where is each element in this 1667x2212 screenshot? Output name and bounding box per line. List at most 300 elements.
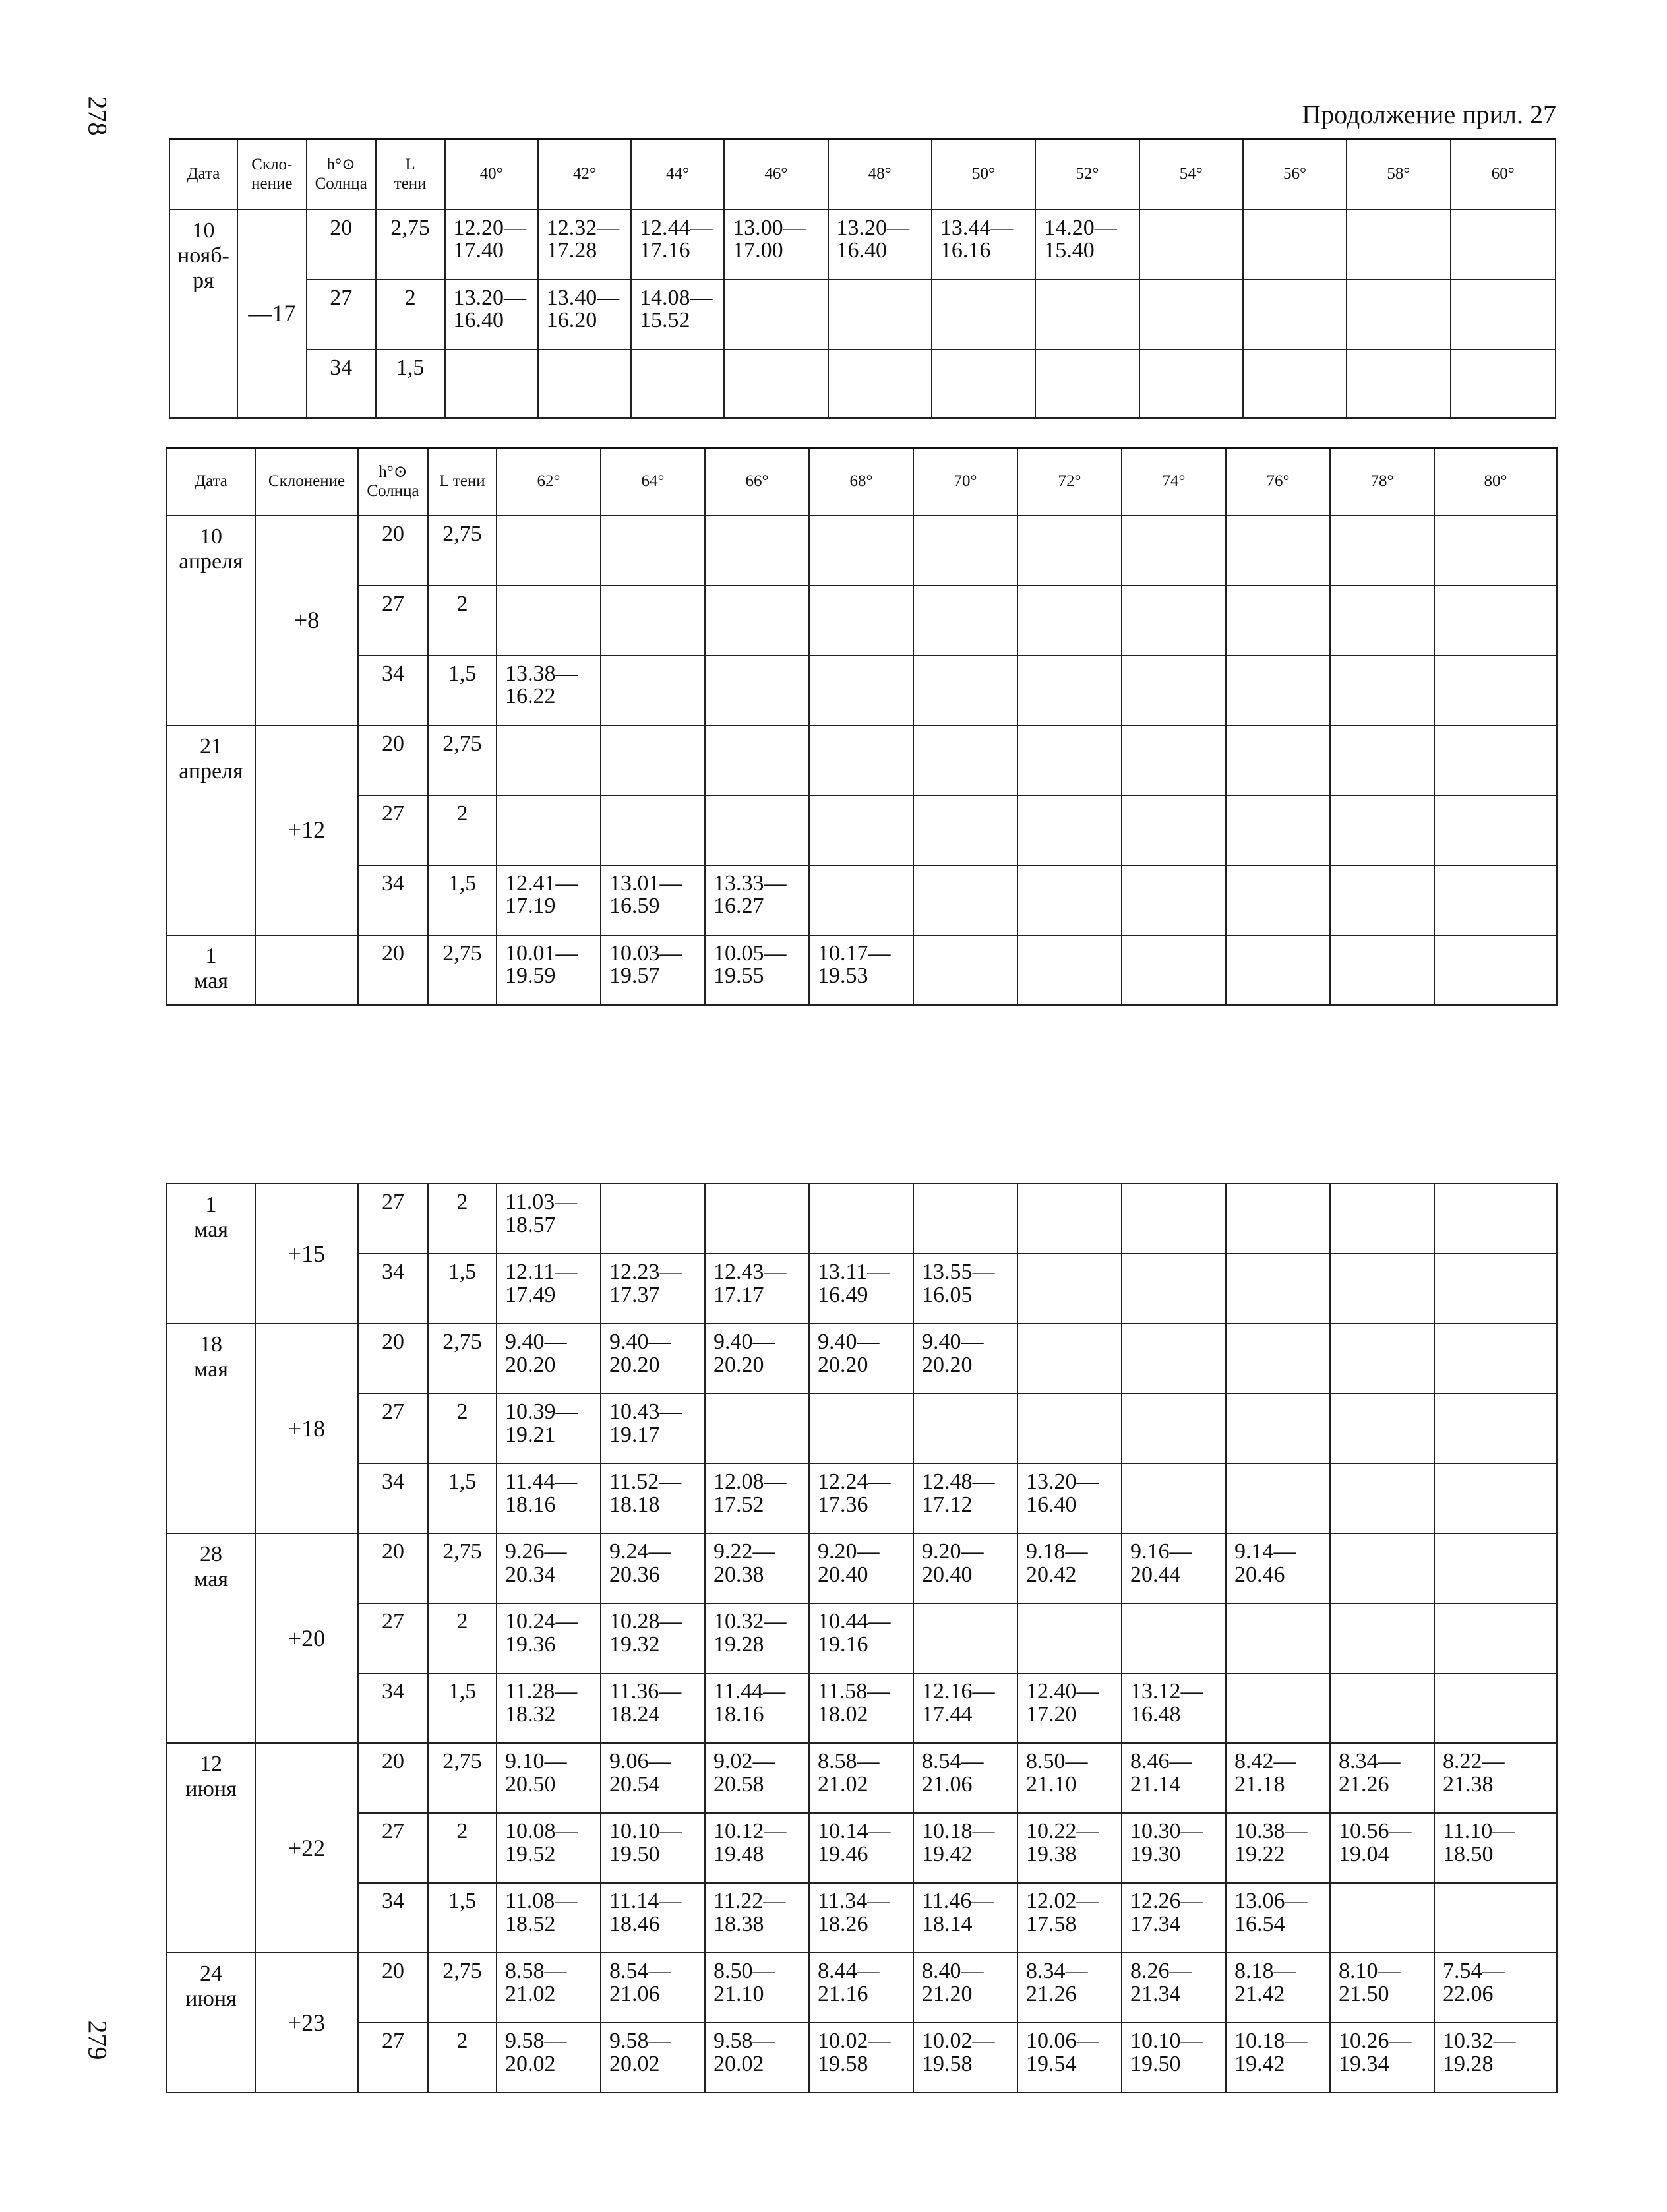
- time-range-cell: [1243, 350, 1347, 418]
- time-range-cell: [1122, 1184, 1226, 1254]
- sun-altitude-cell: 20: [358, 1953, 428, 2023]
- shadow-length-cell: 2: [428, 1603, 497, 1673]
- time-range-cell: 8.42— 21.18: [1226, 1743, 1330, 1813]
- time-range-cell: 10.28— 19.32: [601, 1603, 705, 1673]
- time-range-cell: [1226, 935, 1330, 1005]
- header-latitude: 50°: [932, 140, 1035, 210]
- shadow-length-cell: 1,5: [428, 1883, 497, 1953]
- header-latitude: 72°: [1017, 448, 1122, 516]
- time-range-cell: [1122, 516, 1226, 586]
- time-range-cell: 11.36— 18.24: [601, 1673, 705, 1743]
- time-range-cell: 13.12— 16.48: [1122, 1673, 1226, 1743]
- time-range-cell: [1122, 1463, 1226, 1533]
- time-range-cell: 9.58— 20.02: [497, 2023, 601, 2093]
- time-range-cell: 10.56— 19.04: [1330, 1813, 1434, 1883]
- time-range-cell: 13.38— 16.22: [497, 656, 601, 725]
- declination-cell: +8: [255, 516, 358, 725]
- time-range-cell: 13.20— 16.40: [828, 210, 932, 280]
- time-range-cell: [1226, 516, 1330, 586]
- time-range-cell: [1017, 725, 1122, 795]
- sun-altitude-cell: 34: [358, 1673, 428, 1743]
- time-range-cell: [601, 795, 705, 865]
- shadow-length-cell: 2,75: [376, 210, 445, 280]
- time-range-cell: 12.08— 17.52: [705, 1463, 809, 1533]
- table-row: [169, 280, 1556, 350]
- time-range-cell: [1330, 1463, 1434, 1533]
- header-declination: Склонение: [255, 448, 358, 516]
- time-range-cell: [913, 865, 1017, 935]
- table-row: [167, 2023, 1557, 2093]
- time-range-cell: 12.40— 17.20: [1017, 1673, 1122, 1743]
- time-range-cell: 10.05— 19.55: [705, 935, 809, 1005]
- header-latitude: 66°: [705, 448, 809, 516]
- time-range-cell: [705, 1184, 809, 1254]
- time-range-cell: 13.44— 16.16: [932, 210, 1035, 280]
- date-cell: 21 апреля: [167, 725, 255, 935]
- time-range-cell: [1122, 795, 1226, 865]
- time-range-cell: [1122, 1254, 1226, 1324]
- time-range-cell: [1330, 1394, 1434, 1463]
- time-range-cell: [1122, 865, 1226, 935]
- shadow-length-cell: 2,75: [428, 516, 497, 586]
- time-range-cell: [809, 586, 913, 656]
- time-range-cell: 10.39— 19.21: [497, 1394, 601, 1463]
- time-range-cell: 10.06— 19.54: [1017, 2023, 1122, 2093]
- time-range-cell: 8.44— 21.16: [809, 1953, 913, 2023]
- time-range-cell: [913, 586, 1017, 656]
- time-range-cell: 10.10— 19.50: [601, 1813, 705, 1883]
- header-latitude: 54°: [1139, 140, 1243, 210]
- time-range-cell: 11.58— 18.02: [809, 1673, 913, 1743]
- time-range-cell: 13.01— 16.59: [601, 865, 705, 935]
- time-range-cell: [631, 350, 724, 418]
- time-range-cell: [1122, 1603, 1226, 1673]
- time-range-cell: [1035, 280, 1139, 350]
- date-cell: 10 апреля: [167, 516, 255, 725]
- shadow-length-cell: 1,5: [376, 350, 445, 418]
- sun-altitude-cell: 27: [358, 2023, 428, 2093]
- shadow-length-cell: 2: [376, 280, 445, 350]
- time-range-cell: [913, 1184, 1017, 1254]
- table-may-june: [166, 1183, 1558, 2093]
- time-range-cell: 9.02— 20.58: [705, 1743, 809, 1813]
- time-range-cell: 10.02— 19.58: [809, 2023, 913, 2093]
- header-latitude: 68°: [809, 448, 913, 516]
- time-range-cell: 14.08— 15.52: [631, 280, 724, 350]
- table-row: [167, 1324, 1557, 1394]
- header-latitude: 46°: [724, 140, 828, 210]
- time-range-cell: [809, 656, 913, 725]
- time-range-cell: [1330, 795, 1434, 865]
- sun-altitude-cell: 34: [358, 865, 428, 935]
- sun-altitude-cell: 34: [358, 1254, 428, 1324]
- shadow-length-cell: 2: [428, 1184, 497, 1254]
- time-range-cell: 9.24— 20.36: [601, 1533, 705, 1603]
- sun-altitude-cell: 20: [358, 1533, 428, 1603]
- header-latitude: 74°: [1122, 448, 1226, 516]
- header-latitude: 70°: [913, 448, 1017, 516]
- shadow-length-cell: 1,5: [428, 1254, 497, 1324]
- time-range-cell: 9.18— 20.42: [1017, 1533, 1122, 1603]
- time-range-cell: [1434, 1394, 1557, 1463]
- time-range-cell: [538, 350, 631, 418]
- declination-cell: +18: [255, 1324, 358, 1533]
- table-row: [167, 516, 1557, 586]
- sun-altitude-cell: 20: [358, 1743, 428, 1813]
- declination-cell: [255, 935, 358, 1005]
- time-range-cell: [1434, 516, 1557, 586]
- shadow-length-cell: 2,75: [428, 1953, 497, 2023]
- time-range-cell: 8.34— 21.26: [1017, 1953, 1122, 2023]
- time-range-cell: 8.54— 21.06: [913, 1743, 1017, 1813]
- table-row: [167, 1883, 1557, 1953]
- header-latitude: 52°: [1035, 140, 1139, 210]
- table-row: [167, 865, 1557, 935]
- time-range-cell: [1017, 1603, 1122, 1673]
- time-range-cell: 12.16— 17.44: [913, 1673, 1017, 1743]
- declination-cell: +12: [255, 725, 358, 935]
- time-range-cell: [1434, 656, 1557, 725]
- time-range-cell: [1330, 516, 1434, 586]
- time-range-cell: [705, 1394, 809, 1463]
- time-range-cell: [828, 350, 932, 418]
- time-range-cell: [1243, 280, 1347, 350]
- sun-altitude-cell: 34: [358, 1883, 428, 1953]
- time-range-cell: 8.40— 21.20: [913, 1953, 1017, 2023]
- time-range-cell: [932, 350, 1035, 418]
- header-date: Дата: [169, 140, 237, 210]
- time-range-cell: [913, 725, 1017, 795]
- shadow-length-cell: 2: [428, 1813, 497, 1883]
- time-range-cell: [1226, 795, 1330, 865]
- time-range-cell: [1330, 586, 1434, 656]
- date-cell: 18 мая: [167, 1324, 255, 1533]
- time-range-cell: [1122, 656, 1226, 725]
- time-range-cell: 10.44— 19.16: [809, 1603, 913, 1673]
- time-range-cell: 10.18— 19.42: [913, 1813, 1017, 1883]
- shadow-length-cell: 1,5: [428, 865, 497, 935]
- time-range-cell: [1226, 1463, 1330, 1533]
- time-range-cell: [705, 516, 809, 586]
- shadow-length-cell: 1,5: [428, 1463, 497, 1533]
- table-row: [167, 1673, 1557, 1743]
- shadow-length-cell: 2: [428, 2023, 497, 2093]
- time-range-cell: 10.12— 19.48: [705, 1813, 809, 1883]
- time-range-cell: 10.24— 19.36: [497, 1603, 601, 1673]
- shadow-length-cell: 1,5: [428, 656, 497, 725]
- table-row: [169, 210, 1556, 280]
- time-range-cell: 13.20— 16.40: [1017, 1463, 1122, 1533]
- header-latitude: 64°: [601, 448, 705, 516]
- time-range-cell: [1451, 280, 1556, 350]
- time-range-cell: 9.22— 20.38: [705, 1533, 809, 1603]
- declination-cell: +15: [255, 1184, 358, 1324]
- time-range-cell: 11.52— 18.18: [601, 1463, 705, 1533]
- time-range-cell: [913, 935, 1017, 1005]
- table-row: [167, 795, 1557, 865]
- table-november: [169, 138, 1556, 419]
- table-row: [167, 1533, 1557, 1603]
- time-range-cell: 9.40— 20.20: [705, 1324, 809, 1394]
- time-range-cell: 11.14— 18.46: [601, 1883, 705, 1953]
- time-range-cell: [1226, 1603, 1330, 1673]
- date-cell: 24 июня: [167, 1953, 255, 2093]
- date-cell: 28 мая: [167, 1533, 255, 1743]
- time-range-cell: [1122, 725, 1226, 795]
- sun-altitude-cell: 27: [358, 1603, 428, 1673]
- time-range-cell: [1226, 656, 1330, 725]
- time-range-cell: 8.46— 21.14: [1122, 1743, 1226, 1813]
- time-range-cell: [724, 280, 828, 350]
- table-row: [167, 1603, 1557, 1673]
- time-range-cell: [601, 656, 705, 725]
- table-row: [167, 586, 1557, 656]
- time-range-cell: 11.44— 18.16: [497, 1463, 601, 1533]
- time-range-cell: 13.00— 17.00: [724, 210, 828, 280]
- time-range-cell: 10.03— 19.57: [601, 935, 705, 1005]
- time-range-cell: 9.40— 20.20: [913, 1324, 1017, 1394]
- declination-cell: +22: [255, 1743, 358, 1953]
- table-row: [167, 1254, 1557, 1324]
- sun-altitude-cell: 20: [358, 516, 428, 586]
- declination-cell: +23: [255, 1953, 358, 2093]
- header-latitude: 56°: [1243, 140, 1347, 210]
- shadow-length-cell: 2: [428, 586, 497, 656]
- time-range-cell: [1330, 1324, 1434, 1394]
- date-cell: 10 нояб- ря: [169, 210, 237, 418]
- time-range-cell: [1347, 280, 1450, 350]
- time-range-cell: [1330, 1883, 1434, 1953]
- time-range-cell: [1226, 1673, 1330, 1743]
- time-range-cell: [1017, 1394, 1122, 1463]
- time-range-cell: 12.26— 17.34: [1122, 1883, 1226, 1953]
- time-range-cell: [1139, 210, 1243, 280]
- header-latitude: 58°: [1347, 140, 1450, 210]
- time-range-cell: 12.23— 17.37: [601, 1254, 705, 1324]
- sun-altitude-cell: 34: [358, 1463, 428, 1533]
- shadow-length-cell: 1,5: [428, 1673, 497, 1743]
- time-range-cell: [809, 1394, 913, 1463]
- time-range-cell: 8.22— 21.38: [1434, 1743, 1557, 1813]
- time-range-cell: [1434, 935, 1557, 1005]
- time-range-cell: [1434, 1883, 1557, 1953]
- time-range-cell: 11.08— 18.52: [497, 1883, 601, 1953]
- time-range-cell: [1330, 1184, 1434, 1254]
- sun-altitude-cell: 27: [307, 280, 376, 350]
- time-range-cell: [1330, 656, 1434, 725]
- time-range-cell: 10.08— 19.52: [497, 1813, 601, 1883]
- time-range-cell: [1122, 1394, 1226, 1463]
- header-sun-altitude: h°⊙ Солнца: [307, 140, 376, 210]
- sun-altitude-cell: 27: [358, 795, 428, 865]
- time-range-cell: [445, 350, 538, 418]
- header-latitude: 62°: [497, 448, 601, 516]
- sun-altitude-cell: 34: [358, 656, 428, 725]
- time-range-cell: 11.34— 18.26: [809, 1883, 913, 1953]
- time-range-cell: [1451, 350, 1556, 418]
- date-cell: 1 мая: [167, 935, 255, 1005]
- time-range-cell: 9.20— 20.40: [913, 1533, 1017, 1603]
- time-range-cell: [1017, 516, 1122, 586]
- time-range-cell: [705, 725, 809, 795]
- time-range-cell: 9.58— 20.02: [601, 2023, 705, 2093]
- time-range-cell: [1434, 1184, 1557, 1254]
- time-range-cell: 13.55— 16.05: [913, 1254, 1017, 1324]
- time-range-cell: 12.41— 17.19: [497, 865, 601, 935]
- time-range-cell: 11.46— 18.14: [913, 1883, 1017, 1953]
- time-range-cell: 7.54— 22.06: [1434, 1953, 1557, 2023]
- header-latitude: 78°: [1330, 448, 1434, 516]
- sun-altitude-cell: 27: [358, 1184, 428, 1254]
- time-range-cell: [1347, 210, 1450, 280]
- sun-altitude-cell: 27: [358, 1813, 428, 1883]
- time-range-cell: 9.06— 20.54: [601, 1743, 705, 1813]
- time-range-cell: [1122, 935, 1226, 1005]
- time-range-cell: [1330, 935, 1434, 1005]
- header-shadow-length: L тени: [428, 448, 497, 516]
- shadow-length-cell: 2: [428, 795, 497, 865]
- time-range-cell: [1434, 865, 1557, 935]
- time-range-cell: [1017, 1324, 1122, 1394]
- declination-cell: —17: [237, 210, 307, 418]
- time-range-cell: [913, 656, 1017, 725]
- date-cell: 12 июня: [167, 1743, 255, 1953]
- time-range-cell: 12.11— 17.49: [497, 1254, 601, 1324]
- time-range-cell: [1017, 795, 1122, 865]
- table-row: [167, 725, 1557, 795]
- time-range-cell: 9.16— 20.44: [1122, 1533, 1226, 1603]
- time-range-cell: 11.22— 18.38: [705, 1883, 809, 1953]
- header-declination: Скло- нение: [237, 140, 307, 210]
- time-range-cell: [809, 725, 913, 795]
- time-range-cell: 13.06— 16.54: [1226, 1883, 1330, 1953]
- table-row: [167, 1813, 1557, 1883]
- shadow-length-cell: 2,75: [428, 935, 497, 1005]
- sun-altitude-cell: 27: [358, 586, 428, 656]
- time-range-cell: [1017, 586, 1122, 656]
- time-range-cell: [1139, 280, 1243, 350]
- time-range-cell: [601, 586, 705, 656]
- time-range-cell: [1226, 865, 1330, 935]
- time-range-cell: 10.32— 19.28: [1434, 2023, 1557, 2093]
- header-latitude: 42°: [538, 140, 631, 210]
- sun-altitude-cell: 20: [358, 935, 428, 1005]
- header-latitude: 76°: [1226, 448, 1330, 516]
- time-range-cell: [1017, 1254, 1122, 1324]
- time-range-cell: [1243, 210, 1347, 280]
- time-range-cell: 8.10— 21.50: [1330, 1953, 1434, 2023]
- time-range-cell: [1451, 210, 1556, 280]
- time-range-cell: [1139, 350, 1243, 418]
- time-range-cell: [809, 795, 913, 865]
- declination-cell: +20: [255, 1533, 358, 1743]
- time-range-cell: [809, 1184, 913, 1254]
- time-range-cell: 12.32— 17.28: [538, 210, 631, 280]
- time-range-cell: 13.40— 16.20: [538, 280, 631, 350]
- time-range-cell: 14.20— 15.40: [1035, 210, 1139, 280]
- time-range-cell: [1122, 586, 1226, 656]
- time-range-cell: [1017, 1184, 1122, 1254]
- time-range-cell: [497, 725, 601, 795]
- header-shadow-length: L тени: [376, 140, 445, 210]
- time-range-cell: 9.58— 20.02: [705, 2023, 809, 2093]
- time-range-cell: [1226, 1184, 1330, 1254]
- time-range-cell: 9.40— 20.20: [601, 1324, 705, 1394]
- table-row: [167, 1184, 1557, 1254]
- time-range-cell: 12.24— 17.36: [809, 1463, 913, 1533]
- time-range-cell: [809, 865, 913, 935]
- time-range-cell: [1434, 725, 1557, 795]
- time-range-cell: 10.01— 19.59: [497, 935, 601, 1005]
- table-row: [167, 1394, 1557, 1463]
- time-range-cell: [1017, 865, 1122, 935]
- time-range-cell: [601, 1184, 705, 1254]
- time-range-cell: [1017, 935, 1122, 1005]
- time-range-cell: [1330, 1673, 1434, 1743]
- time-range-cell: 10.43— 19.17: [601, 1394, 705, 1463]
- time-range-cell: [913, 1603, 1017, 1673]
- shadow-length-cell: 2,75: [428, 725, 497, 795]
- time-range-cell: 12.20— 17.40: [445, 210, 538, 280]
- time-range-cell: [497, 795, 601, 865]
- time-range-cell: [601, 725, 705, 795]
- table-april-may: [166, 447, 1558, 1006]
- shadow-length-cell: 2,75: [428, 1743, 497, 1813]
- sun-altitude-cell: 20: [358, 725, 428, 795]
- time-range-cell: [1226, 1324, 1330, 1394]
- time-range-cell: [1226, 725, 1330, 795]
- time-range-cell: [1434, 1324, 1557, 1394]
- table-row: [169, 350, 1556, 418]
- time-range-cell: 12.48— 17.12: [913, 1463, 1017, 1533]
- time-range-cell: [497, 586, 601, 656]
- time-range-cell: 8.50— 21.10: [1017, 1743, 1122, 1813]
- time-range-cell: 8.18— 21.42: [1226, 1953, 1330, 2023]
- continuation-caption: Продолжение прил. 27: [1302, 100, 1556, 129]
- time-range-cell: 10.18— 19.42: [1226, 2023, 1330, 2093]
- sun-altitude-cell: 20: [307, 210, 376, 280]
- time-range-cell: [1226, 586, 1330, 656]
- time-range-cell: 12.02— 17.58: [1017, 1883, 1122, 1953]
- time-range-cell: [601, 516, 705, 586]
- time-range-cell: 11.44— 18.16: [705, 1673, 809, 1743]
- time-range-cell: 8.50— 21.10: [705, 1953, 809, 2023]
- sun-altitude-cell: 20: [358, 1324, 428, 1394]
- time-range-cell: [1226, 1254, 1330, 1324]
- time-range-cell: 10.30— 19.30: [1122, 1813, 1226, 1883]
- time-range-cell: 8.26— 21.34: [1122, 1953, 1226, 2023]
- time-range-cell: [1434, 1254, 1557, 1324]
- time-range-cell: 13.11— 16.49: [809, 1254, 913, 1324]
- time-range-cell: 8.54— 21.06: [601, 1953, 705, 2023]
- shadow-length-cell: 2,75: [428, 1533, 497, 1603]
- time-range-cell: 12.44— 17.16: [631, 210, 724, 280]
- time-range-cell: 8.58— 21.02: [809, 1743, 913, 1813]
- time-range-cell: 11.03— 18.57: [497, 1184, 601, 1254]
- time-range-cell: [1330, 1603, 1434, 1673]
- header-latitude: 40°: [445, 140, 538, 210]
- time-range-cell: [828, 280, 932, 350]
- header-latitude: 80°: [1434, 448, 1557, 516]
- date-cell: 1 мая: [167, 1184, 255, 1324]
- time-range-cell: [1434, 1673, 1557, 1743]
- time-range-cell: [913, 516, 1017, 586]
- table-row: [167, 1953, 1557, 2023]
- time-range-cell: [913, 795, 1017, 865]
- header-latitude: 48°: [828, 140, 932, 210]
- time-range-cell: 10.17— 19.53: [809, 935, 913, 1005]
- time-range-cell: [1035, 350, 1139, 418]
